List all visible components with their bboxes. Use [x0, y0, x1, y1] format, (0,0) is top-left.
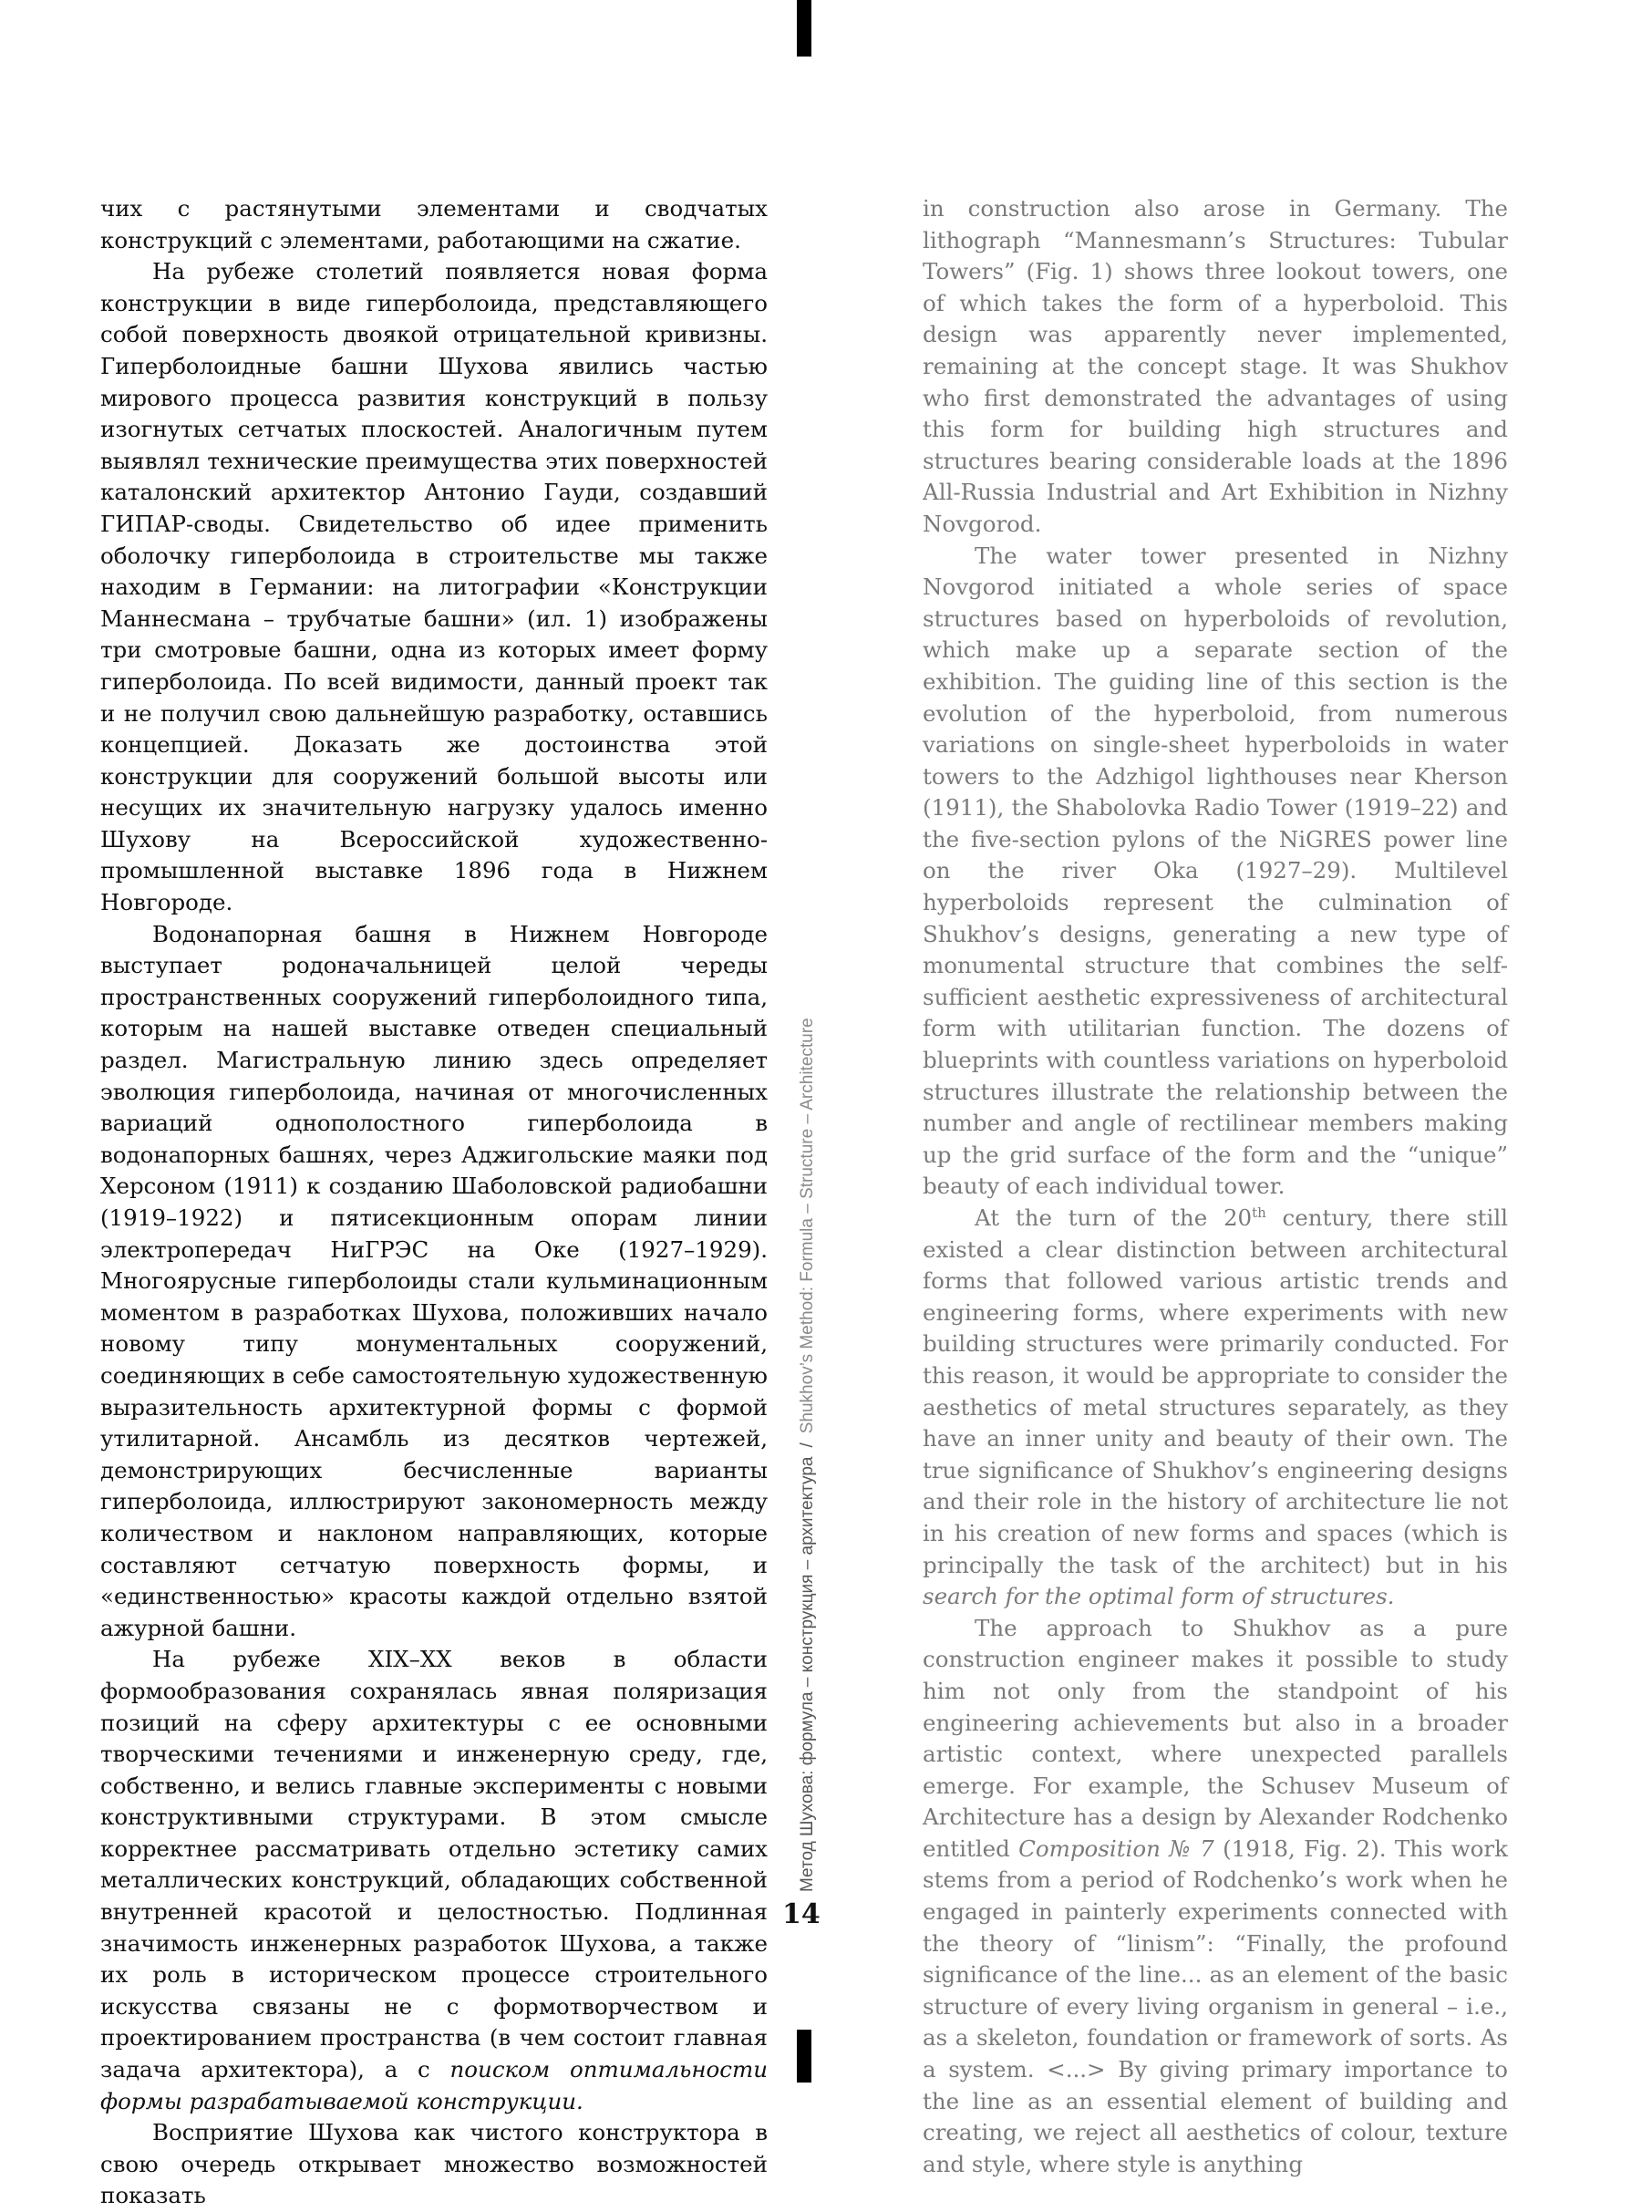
- emphasis-text: Composition № 7: [1018, 1835, 1214, 1862]
- paragraph-text: century, there still existed a clear distinction between architectural forms that followed various artistic trends and engineering forms, where experiments with new building structures were primarily conducted. For this reason, it would be appropriate to consider the aesthetics of metal structures separately, as they have an inner unity and beauty of their own. The true significance of Shukhov’s engineering designs and their role in the history of architecture lie not in his creation of new forms and spaces (which is principally the task of the architect) but in his: [923, 1204, 1508, 1578]
- crop-mark-bottom: [797, 2030, 811, 2083]
- paragraph: The water tower presented in Nizhny Novgorod initiated a whole series of space structures based on hyperboloids of revolution, which make up a separate section of the exhibition. The guiding line of this section is the evolution of the hyperboloid, from numerous variations on single-sheet hyperboloids in water towers to the Adzhigol lighthouses near Kherson (1911), the Shabolovka Radio Tower (1919–22) and the five-section pylons of the NiGRES power line on the river Oka (1927–29). Multilevel hyperboloids represent the culmination of Shukhov’s designs, generating a new type of monumental structure that combines the self-sufficient aesthetic expressiveness of architectural form with utilitarian function. The dozens of blueprints with countless variations on hyperboloid structures illustrate the relationship between the number and angle of rectilinear members making up the grid surface of the form and the “unique” beauty of each individual tower.: [923, 542, 1508, 1200]
- crop-mark-top: [797, 0, 811, 57]
- english-text-column: [923, 193, 1508, 2180]
- paragraph: [923, 1613, 1508, 2181]
- russian-text-column: [100, 193, 768, 2212]
- emphasis-text: search for the optimal form of structures.: [923, 1583, 1395, 1610]
- emphasis-text: поиском оптимальности формы разрабатываемой конструкции.: [100, 2056, 769, 2114]
- paragraph: Восприятие Шухова как чистого конструктора в свою очередь открывает множество возможностей показать: [100, 2119, 768, 2209]
- running-head-english: Shukhov’s Method: Formula – Structure – Architecture: [798, 1018, 817, 1434]
- paragraph: [923, 1203, 1508, 1613]
- running-head-russian: Метод Шухова: формула – конструкция – архитектура: [798, 1456, 817, 1892]
- paragraph-text: На рубеже XIX–XX веков в области формообразования сохранялась явная поляризация позиций на сферу архитектуры с ее основными творческими течениями и инженерную среду, где, собственно, и велись главные эксперименты с новыми конструктивными структурами. В этом смысле корректнее рассматривать отдельно эстетику самих металлических конструкций, обладающих собственной внутренней красотой и целостностью. Подлинная значимость инженерных разработок Шухова, а также их роль в историческом процессе строительного искусства связаны не с формотворчеством и проектированием пространства (в чем состоит главная задача архитектора), а с: [100, 1646, 768, 2083]
- superscript: th: [1252, 1204, 1266, 1221]
- page-number: 14: [782, 1898, 821, 1930]
- paragraph: Водонапорная башня в Нижнем Новгороде выступает родоначальницей целой череды пространственных сооружений гиперболоидного типа, которым на нашей выставке отведен специальный раздел. Магистральную линию здесь определяет эволюция гиперболоида, начиная от многочисленных вариаций однополостного гиперболоида в водонапорных башнях, через Аджигольские маяки под Херсоном (1911) к созданию Шаболовской радиобашни (1919–1922) и пятисекционным опорам линии электропередач НиГРЭС на Оке (1927–1929). Многоярусные гиперболоиды стали кульминационным моментом в разработках Шухова, положивших начало новому типу монументальных сооружений, соединяющих в себе самостоятельную художественную выразительность архитектурной формы с формой утилитарной. Ансамбль из десятков чертежей, демонстрирующих бесчисленные варианты гиперболоида, иллюстрируют закономерность между количеством и наклоном направляющих, которые составляют сетчатую поверхность формы, и «единственностью» красоты каждой отдельно взятой ажурной башни.: [100, 920, 768, 1641]
- paragraph-text: At the turn of the 20: [975, 1204, 1253, 1231]
- paragraph: [100, 1644, 768, 2117]
- paragraph: На рубеже столетий появляется новая форма конструкции в виде гиперболоида, представляющего собой поверхность двоякой отрицательной кривизны. Гиперболоидные башни Шухова явились частью мирового процесса развития конструкций в пользу изогнутых сетчатых плоскостей. Аналогичным путем выявлял технические преимущества этих поверхностей каталонский архитектор Антонио Гауди, создавший ГИПАР-своды. Свидетельство об идее применить оболочку гиперболоида в строительстве мы также находим в Германии: на литографии «Конструкции Маннесмана – трубчатые башни» (ил. 1) изображены три смотровые башни, одна из которых имеет форму гиперболоида. По всей видимости, данный проект так и не получил свою дальнейшую разработку, оставшись концепцией. Доказать же достоинства этой конструкции для сооружений большой высоты или несущих их значительную нагрузку удалось именно Шухову на Всероссийской художественно-промышленной выставке 1896 года в Нижнем Новгороде.: [100, 258, 768, 916]
- paragraph-text: The approach to Shukhov as a pure construction engineer makes it possible to study him not only from the standpoint of his engineering achievements but also in a broader artistic context, where unexpected parallels emerge. For example, the Schusev Museum of Architecture has a design by Alexander Rodchenko entitled: [923, 1614, 1508, 1862]
- paragraph-text: (1918, Fig. 2). This work stems from a period of Rodchenko’s work when he engaged in painterly experiments connected with the theory of “linism”: “Finally, the profound significance of the line... as an element of the basic structure of every living organism in general – i.e., as a skeleton, foundation or framework of sorts. As a system. <...> By giving primary importance to the line as an essential element of building and creating, we reject all aesthetics of colour, texture and style, where style is anything: [923, 1835, 1508, 2177]
- paragraph: in construction also arose in Germany. The lithograph “Mannesmann’s Structures: Tubular Towers” (Fig. 1) shows three lookout towers, one of which takes the form of a hyperboloid. This design was apparently never implemented, remaining at the concept stage. It was Shukhov who first demonstrated the advantages of using this form for building high structures and structures bearing considerable loads at the 1896 All-Russia Industrial and Art Exhibition in Nizhny Novgorod.: [923, 195, 1508, 537]
- running-head: [790, 862, 826, 1892]
- running-head-separator: /: [798, 1442, 817, 1448]
- paragraph: чих с растянутыми элементами и сводчатых конструкций с элементами, работающими на сжатие.: [100, 195, 768, 253]
